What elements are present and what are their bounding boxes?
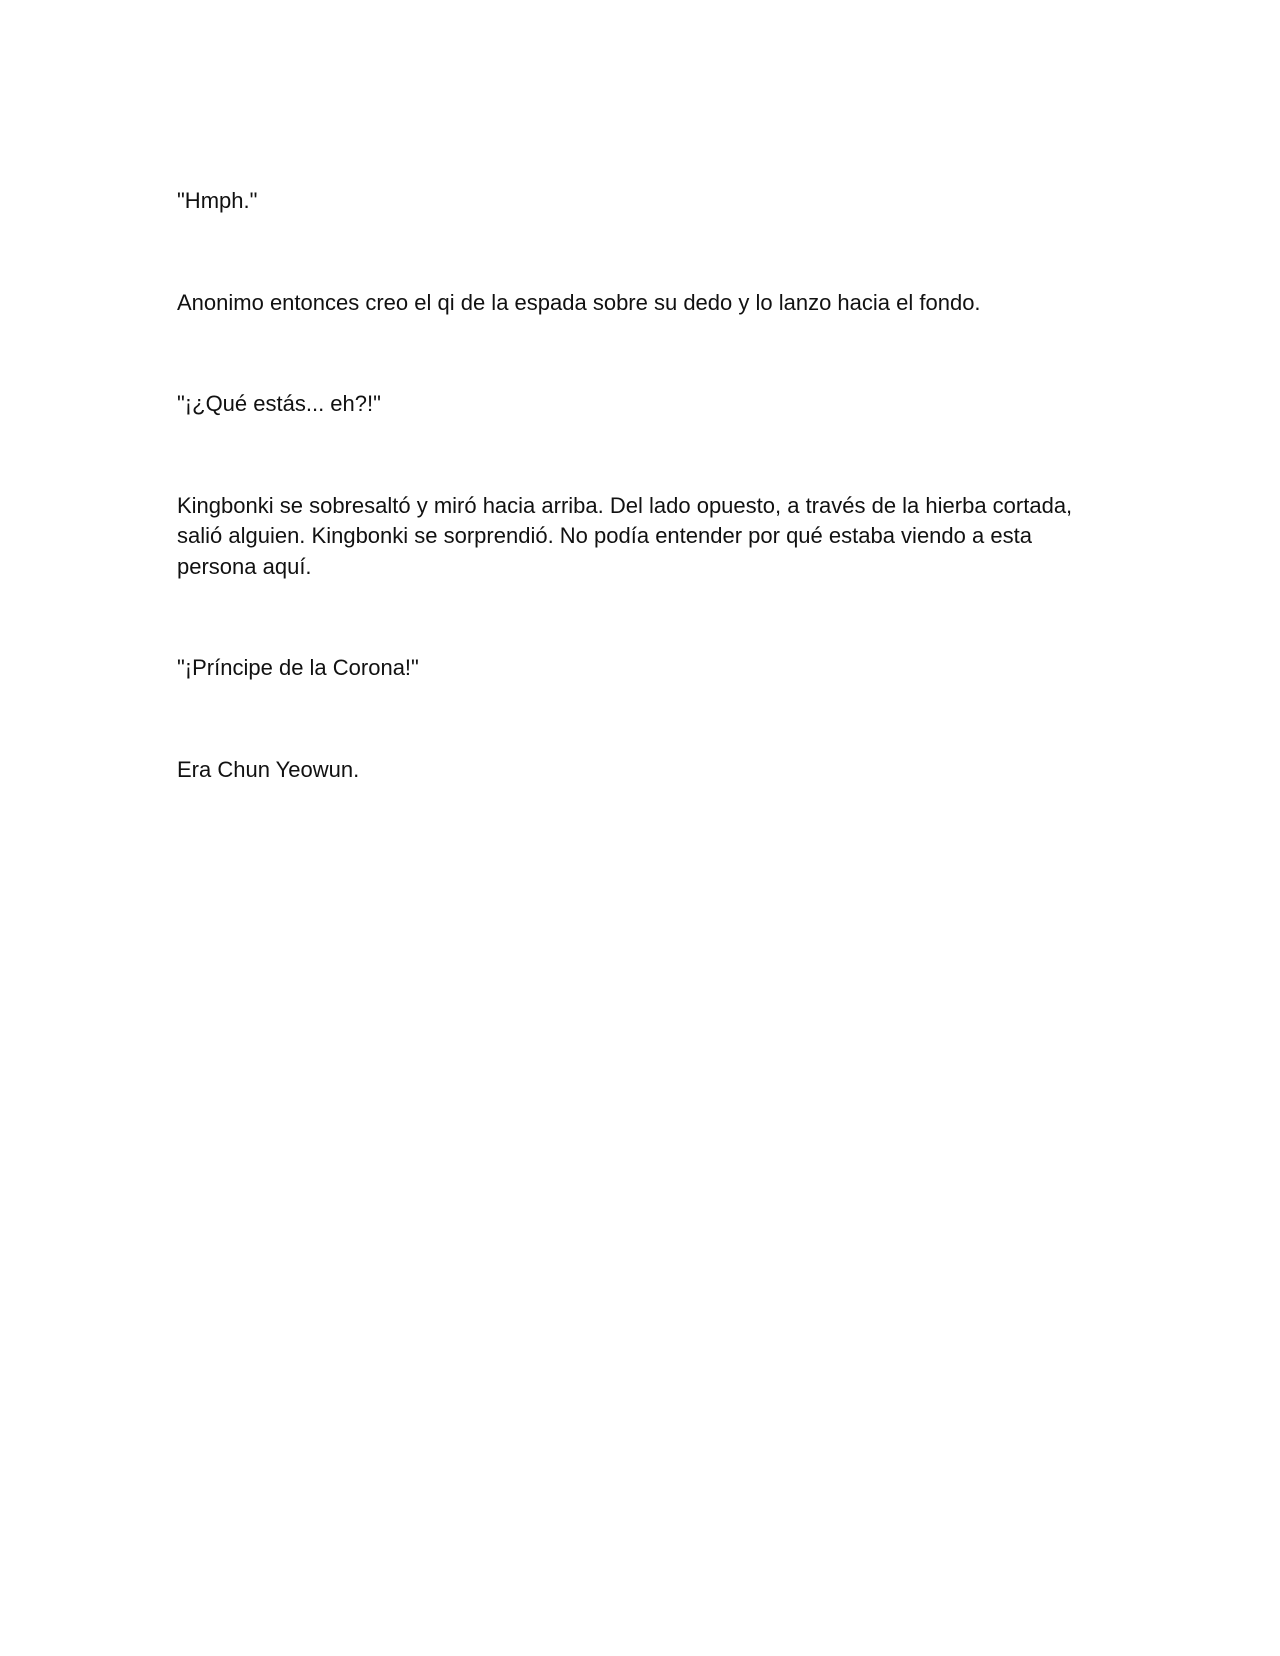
document-body [177,186,1107,785]
paragraph-dialogue-que-estas: "¡¿Qué estás... eh?!" [177,391,381,416]
paragraph-narration-chun-yeowun: Era Chun Yeowun. [177,756,360,782]
paragraph-narration-sword-qi: Anonimo entonces creo el qi de la espada sobre su dedo y lo lanzo hacia el fondo. [177,289,981,315]
paragraph-dialogue-principe: "¡Príncipe de la Corona!" [177,655,419,680]
paragraph-dialogue-hmph: "Hmph." [177,188,258,213]
paragraph-narration-kingbonki: Kingbonki se sobresaltó y miró hacia arriba. Del lado opuesto, a través de la hierba cortada, salió alguien. Kingbonki se sorprendió. No podía entender por qué estaba viendo a esta persona aquí. [177,492,1073,579]
